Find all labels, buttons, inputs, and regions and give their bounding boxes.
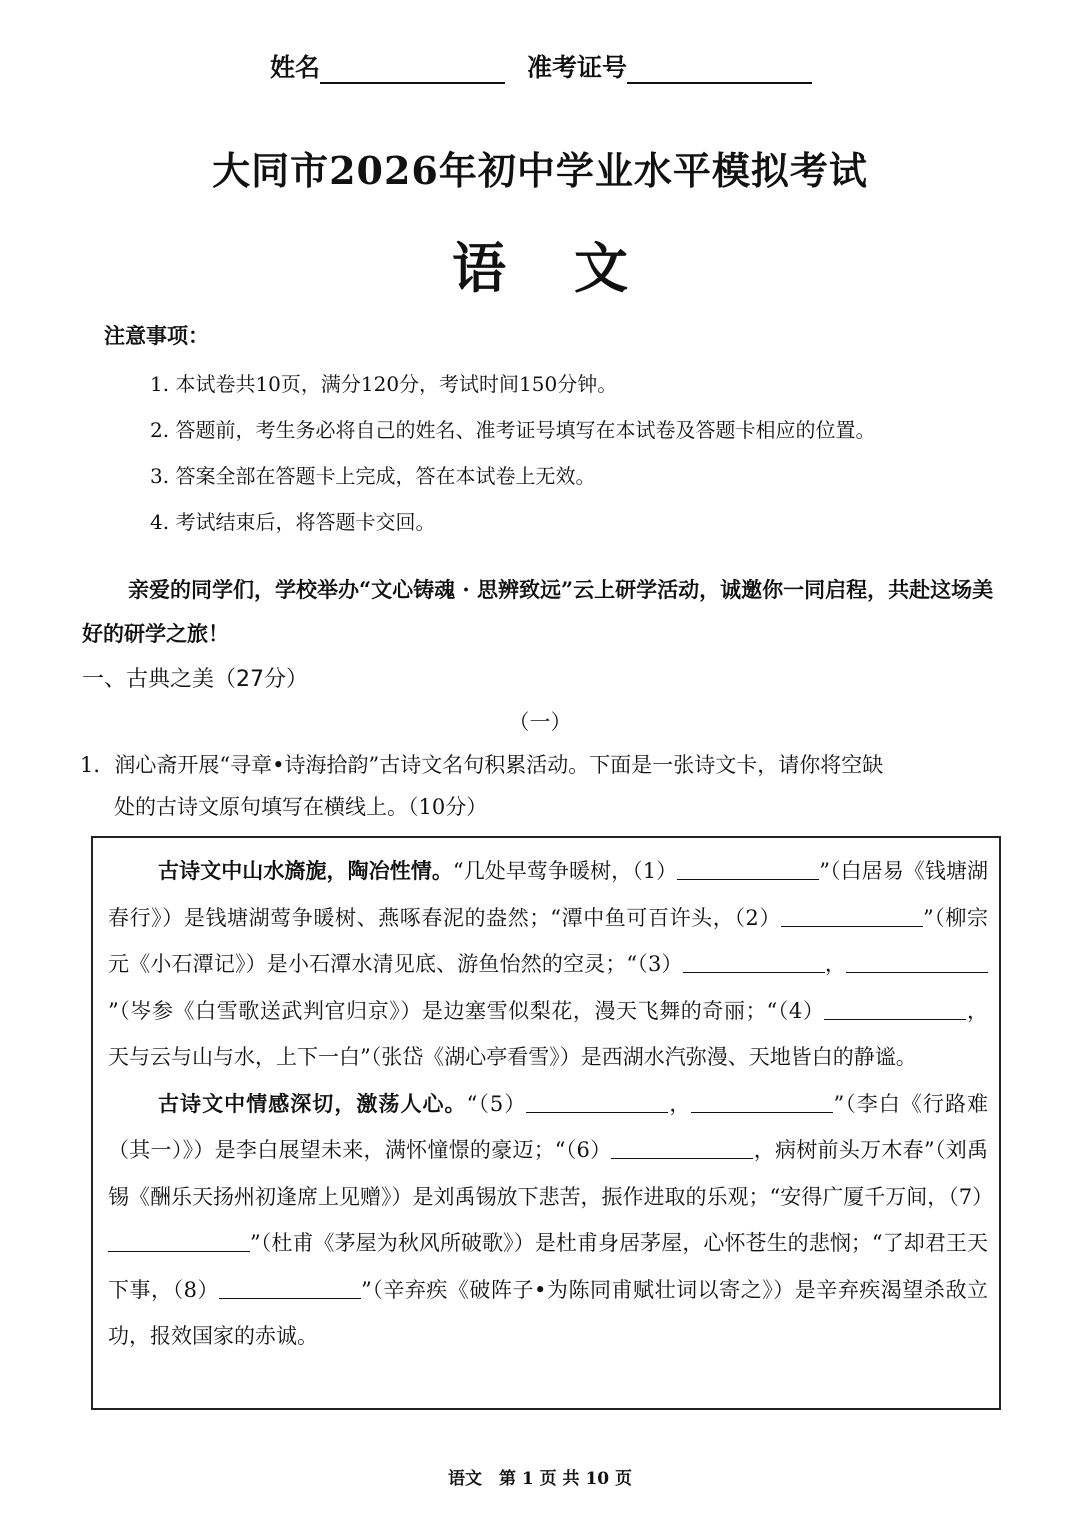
- blank-6[interactable]: [611, 1134, 753, 1159]
- notice-item: 4. 考试结束后，将答题卡交回。: [150, 510, 436, 534]
- section-title: 一、古典之美（27分）: [82, 667, 308, 692]
- question-1: [80, 744, 1000, 828]
- blank-5a[interactable]: [526, 1088, 668, 1113]
- name-label: 姓名: [270, 53, 321, 82]
- notice-item: 1. 本试卷共10页，满分120分，考试时间150分钟。: [150, 372, 618, 396]
- exam-title: 大同市2026年初中学业水平模拟考试: [212, 148, 868, 193]
- candidate-info: [270, 48, 834, 84]
- blank-4[interactable]: [824, 995, 966, 1020]
- blank-7[interactable]: [108, 1227, 250, 1252]
- blank-5b[interactable]: [691, 1088, 833, 1113]
- exam-id-label: 准考证号: [527, 53, 628, 82]
- intro-paragraph: 亲爱的同学们，学校举办“文心铸魂 · 思辨致远”云上研学活动，诚邀你一同启程，共赴这场美好的研学之旅！: [82, 577, 994, 646]
- blank-2[interactable]: [781, 902, 923, 927]
- card-paragraph-1: 古诗文中山水旖旎，陶冶性情。“几处早莺争暖树，（1） ”（白居易《钱塘湖春行》）是钱塘湖莺争暖树、燕啄春泥的盎然；“潭中鱼可百许头，（2） ”（柳宗元《小石潭记》）是小石潭水清见底、游鱼怡然的空灵；“（3） ，”（岑参《白雪歌送武判官归京》）是边塞雪似梨花，漫天飞舞的奇丽；“（4） ，天与云与山与水，上下一白”（张岱《湖心亭看雪》）是西湖水汽弥漫、天地皆白的静谧。: [108, 848, 988, 1081]
- poem-card: [108, 848, 994, 1360]
- notice-heading: 注意事项：: [104, 324, 209, 348]
- card-lead-1: 古诗文中山水旖旎，陶冶性情。: [158, 858, 453, 883]
- question-1-line-1: 1．润心斋开展“寻章•诗海拾韵”古诗文名句积累活动。下面是一张诗文卡，请你将空缺: [80, 753, 884, 777]
- name-blank[interactable]: [320, 58, 505, 84]
- blank-1[interactable]: [677, 855, 819, 880]
- page-footer: 语文 第 1 页 共 10 页: [447, 1469, 633, 1489]
- notice-item: 3. 答案全部在答题卡上完成，答在本试卷上无效。: [150, 464, 596, 488]
- subject-char-1: 语: [452, 236, 506, 300]
- subsection-title: （一）: [508, 710, 572, 734]
- blank-3a[interactable]: [683, 948, 825, 973]
- exam-id-blank[interactable]: [627, 58, 812, 84]
- notice-item: 2. 答题前，考生务必将自己的姓名、准考证号填写在本试卷及答题卡相应的位置。: [150, 418, 876, 442]
- card-lead-2: 古诗文中情感深切，激荡人心。: [158, 1090, 467, 1116]
- blank-3b[interactable]: [846, 948, 988, 973]
- subject-title: [0, 226, 1080, 303]
- question-1-line-2: 处的古诗文原句填写在横线上。（10分）: [114, 795, 488, 819]
- card-paragraph-2: 古诗文中情感深切，激荡人心。“（5） ， ”（李白《行路难（其一）》）是李白展望未来，满怀憧憬的豪迈；“（6） ，病树前头万木春”（刘禹锡《酬乐天扬州初逢席上见赠》）是刘禹锡放下悲苦，振作进取的乐观；“安得广厦千万间，（7）”（杜甫《茅屋为秋风所破歌》）是杜甫身居茅屋，心怀苍生的悲悯；“了却君王天下事，（8） ”（辛弃疾《破阵子•为陈同甫赋壮词以寄之》）是辛弃疾渴望杀敌立功，报效国家的赤诚。: [108, 1081, 988, 1360]
- blank-8[interactable]: [219, 1274, 361, 1299]
- subject-char-2: 文: [574, 236, 628, 300]
